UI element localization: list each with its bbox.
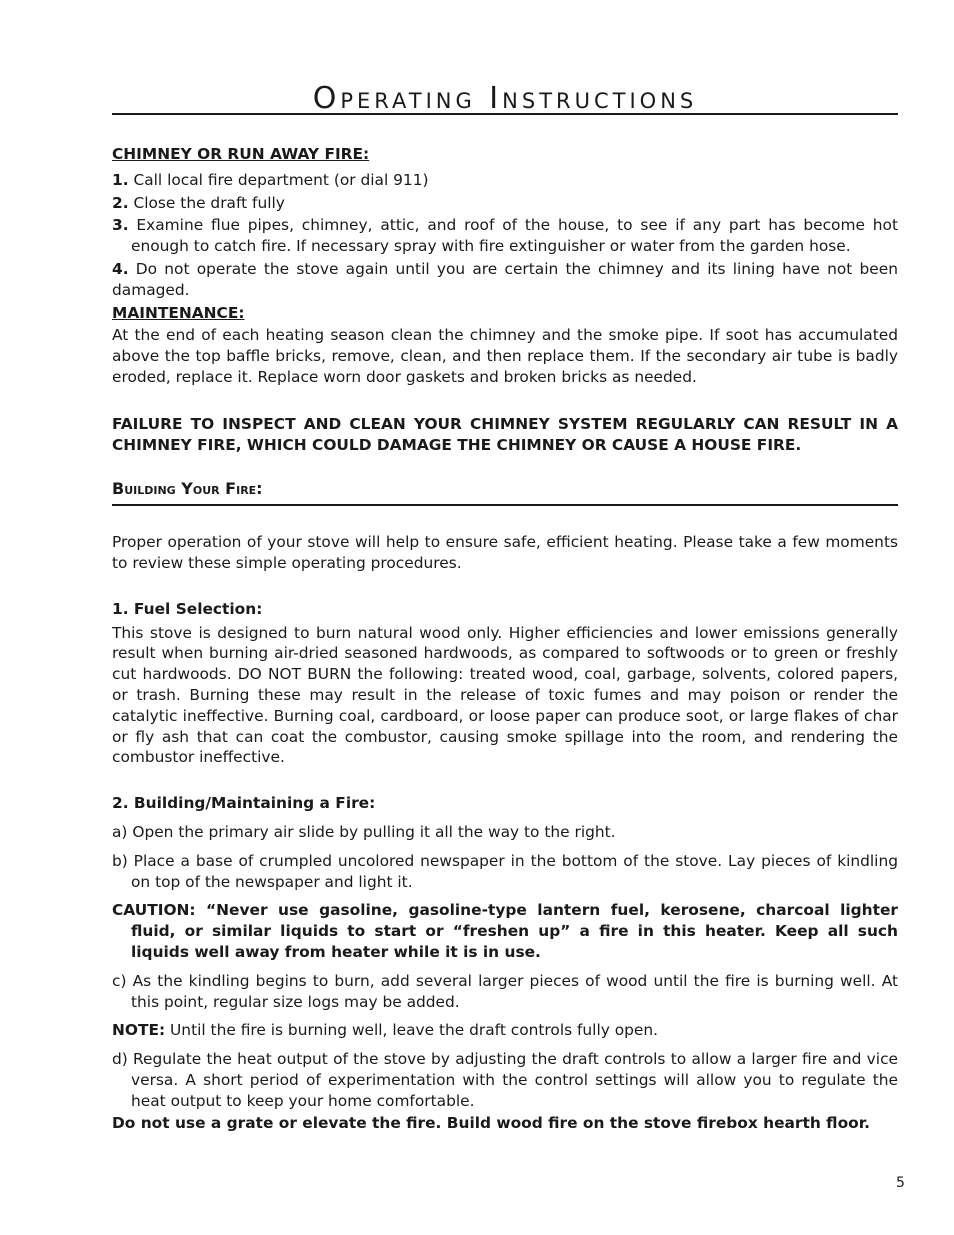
chimney-step-4 — [112, 259, 898, 301]
step-number: 2. — [112, 193, 129, 212]
step-b: b) Place a base of crumpled uncolored newspaper in the bottom of the stove. Lay pieces of kindling on top of the newspaper and light it. — [112, 851, 898, 891]
step-number: 3. — [112, 216, 129, 235]
title-rule — [112, 113, 898, 115]
caution-text: CAUTION: “Never use gasoline, gasoline-type lantern fuel, kerosene, charcoal lighter fluid, or similar liquids to start or “freshen up” a fire in this heater. Keep all such liquids well away from heater while it is in use. — [112, 901, 898, 961]
step-text: Do not operate the stove again until you are certain the chimney and its lining have not been damaged. — [112, 259, 898, 299]
note-label: NOTE: — [112, 1021, 166, 1040]
chimney-step-3 — [112, 215, 898, 257]
building-fire-heading: Building Your Fire: — [112, 479, 898, 506]
chimney-fire-heading: CHIMNEY OR RUN AWAY FIRE: — [112, 145, 370, 163]
step-c: c) As the kindling begins to burn, add several larger pieces of wood until the fire is burning well. At this point, regular size logs may be added. — [112, 971, 898, 1011]
warning-text: FAILURE TO INSPECT AND CLEAN YOUR CHIMNEY SYSTEM REGULARLY CAN RESULT IN A CHIMNEY FIRE, WHICH COULD DAMAGE THE CHIMNEY OR CAUSE A HOUSE FIRE. — [112, 414, 898, 454]
step-text: Close the draft fully — [133, 193, 285, 212]
step-number: 1. — [112, 170, 129, 189]
note-text: Until the fire is burning well, leave the draft controls fully open. — [170, 1021, 659, 1040]
maintaining-fire-heading: 2. Building/Maintaining a Fire: — [112, 794, 376, 813]
final-instruction: Do not use a grate or elevate the fire. Build wood fire on the stove firebox hearth floor. — [112, 1114, 870, 1133]
step-text: Call local fire department (or dial 911) — [133, 170, 429, 189]
chimney-step-2 — [112, 193, 898, 214]
step-a: a) Open the primary air slide by pulling it all the way to the right. — [112, 822, 616, 841]
maintenance-text: At the end of each heating season clean the chimney and the smoke pipe. If soot has accumulated above the top baffle bricks, remove, clean, and then replace them. If the secondary air tube is badly eroded, replace it. Replace worn door gaskets and broken bricks as needed. — [112, 326, 898, 386]
fuel-selection-text: This stove is designed to burn natural wood only. Higher efficiencies and lower emissions generally result when burning air-dried seasoned hardwoods, as compared to softwoods or to green or freshly cut hardwoods. DO NOT BURN the following: treated wood, coal, garbage, solvents, colored papers, or trash. Burning these may result in the release of toxic fumes and may poison or render the catalytic ineffective. Burning coal, cardboard, or loose paper can produce soot, or large flakes of char or fly ash that can coat the combustor, causing smoke spillage into the room, and rendering the combustor ineffective. — [112, 623, 898, 767]
page-body — [112, 144, 898, 1134]
step-d: d) Regulate the heat output of the stove by adjusting the draft controls to allow a larger fire and vice versa. A short period of experimentation with the control settings will allow you to regulate the heat output to keep your home comfortable. — [112, 1050, 898, 1110]
step-number: 4. — [112, 259, 129, 278]
note — [112, 1020, 898, 1041]
step-text: Examine flue pipes, chimney, attic, and roof of the house, to see if any part has become hot enough to catch fire. If necessary spray with fire extinguisher or water from the garden hose. — [131, 216, 898, 256]
chimney-step-1 — [112, 170, 898, 191]
building-intro: Proper operation of your stove will help to ensure safe, efficient heating. Please take a few moments to review these simple operating procedures. — [112, 533, 898, 572]
page-title: Operating Instructions — [312, 81, 698, 116]
fuel-selection-heading: 1. Fuel Selection: — [112, 599, 263, 618]
page-number: 5 — [896, 1175, 905, 1191]
maintenance-heading: MAINTENANCE: — [112, 303, 245, 322]
